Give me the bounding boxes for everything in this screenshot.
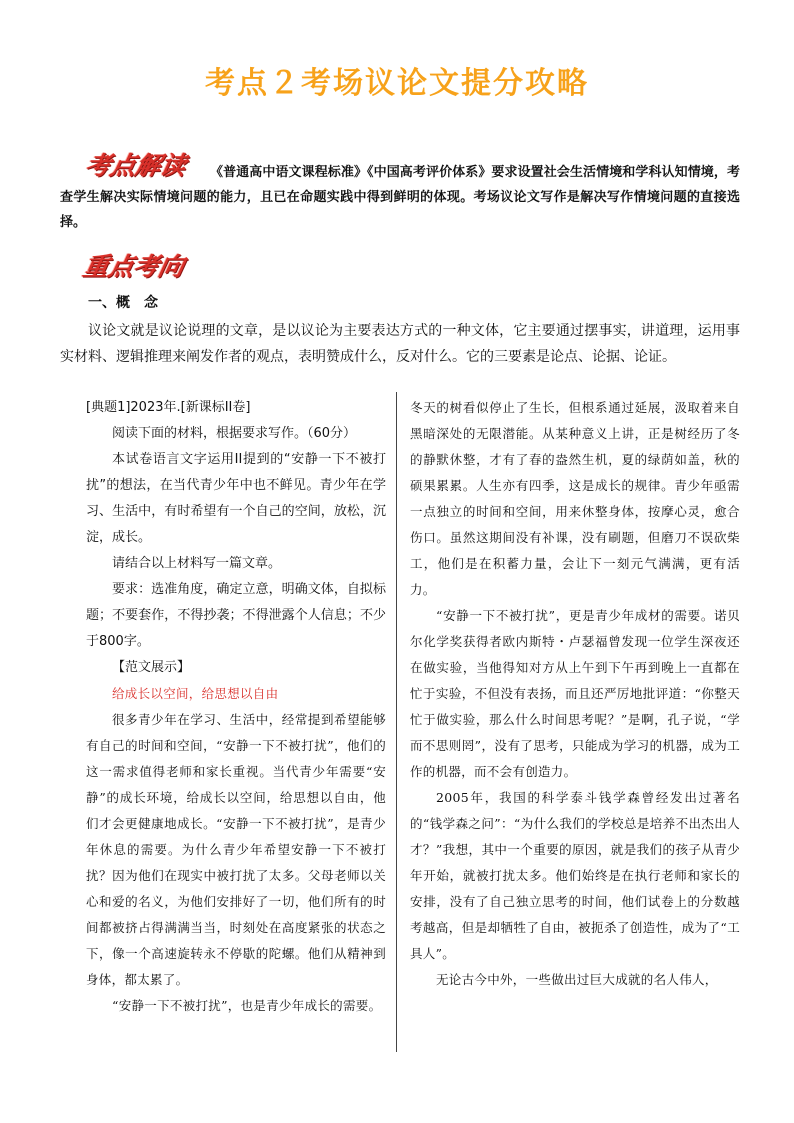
sample-heading: 【范文展示】 — [112, 660, 191, 675]
tag-interpretation: 考点解读 — [82, 151, 189, 180]
essay-paragraph-4: 2005年，我国的科学泰斗钱学森曾经发出过著名的“钱学森之问”：“为什么我们的学校总是培养不出杰出人才？”我想，其中一个重要的原因，就是我们的孩子从青少年开始，就被打扰太多。他们始终是在执行老师和家长的安排，没有了自己独立思考的时间，他们试卷上的分数越考越高，但是却牺牲了自由，被扼杀了创造性，成为了“工具人”。 — [410, 790, 740, 961]
question-instruction: 阅读下面的材料，根据要求写作。（60分） — [112, 426, 357, 441]
essay-paragraph-2-start: “安静一下不被打扰”，也是青少年成长的需要。 — [112, 998, 382, 1013]
left-column — [86, 395, 386, 1019]
essay-paragraph-2-cont: 冬天的树看似停止了生长，但根系通过延展，汲取着来自黑暗深处的无限潜能。从某种意义上讲，正是树经历了冬的静默休整，才有了春的盎然生机，夏的绿荫如盖，秋的硕果累累。人生亦有四季，这是成长的规律。青少年亟需一点独立的时间和空间，用来休整身体，按摩心灵，愈合伤口。虽然这期间没有补课，没有刷题，但磨刀不误砍柴工，他们是在积蓄力量，会让下一刻元气满满，更有活力。 — [410, 400, 740, 597]
question-material: 本试卷语言文字运用II提到的“安静一下不被打扰”的想法，在当代青少年中也不鲜见。青少年在学习、生活中，有时希望有一个自己的空间，放松，沉淀，成长。 — [86, 452, 386, 545]
concept-paragraph: 议论文就是议论说理的文章，是以议论为主要表达方式的一种文体，它主要通过摆事实，讲道理，运用事实材料、逻辑推理来阐发作者的观点，表明赞成什么，反对什么。它的三要素是论点、论据、论证。 — [60, 323, 740, 365]
question-task: 请结合以上材料写一篇文章。 — [112, 556, 282, 571]
essay-paragraph-5-start: 无论古今中外，一些做出过巨大成就的名人伟人， — [436, 972, 718, 987]
tag-key-questions: 重点考向 — [80, 252, 187, 281]
essay-paragraph-3: “安静一下不被打扰”，更是青少年成材的需要。诺贝尔化学奖获得者欧内斯特・卢瑟福曾发现一位学生深夜还在做实验，当他得知对方从上午到下午再到晚上一直都在忙于实验，不但没有表扬，而且还严厉地批评道：“你整天忙于做实验，那么什么时间思考呢？”是啊，孔子说，“学而不思则罔”，没有了思考，只能成为学习的机器，成为工作的机器，而不会有创造力。 — [410, 608, 740, 779]
right-column — [410, 395, 740, 993]
essay-paragraph-1: 很多青少年在学习、生活中，经常提到希望能够有自己的时间和空间，“安静一下不被打扰”，他们的这一需求值得老师和家长重视。当代青少年需要“安静”的成长环境，给成长以空间，给思想以自由，他们才会更健康地成长。“安静一下不被打扰”，是青少年休息的需要。为什么青少年希望安静一下不被打扰？因为他们在现实中被打扰了太多。父母老师以关心和爱的名义，为他们安排好了一切，他们所有的时间都被挤占得满满当当，时刻处在高度紧张的状态之下，像一个高速旋转永不停歇的陀螺。他们从精神到身体，都太累了。 — [86, 712, 386, 987]
question-source: [典题1]2023年.[新课标II卷] — [86, 400, 251, 415]
question-requirements: 要求：选准角度，确定立意，明确文体，自拟标题；不要套作，不得抄袭；不得泄露个人信息；不少于800字。 — [86, 582, 386, 649]
column-divider — [396, 392, 397, 1052]
section-heading-concept: 一、概 念 — [88, 295, 158, 311]
intro-paragraph: 《普通高中语文课程标准》《中国高考评价体系》要求设置社会生活情境和学科认知情境，考查学生解决实际情境问题的能力，且已在命题实践中得到鲜明的体现。考场议论文写作是解决写作情境问题的直接选择。 — [60, 165, 740, 230]
page-title: 考点２考场议论文提分攻略 — [205, 66, 589, 101]
essay-title: 给成长以空间，给思想以自由 — [112, 686, 279, 701]
